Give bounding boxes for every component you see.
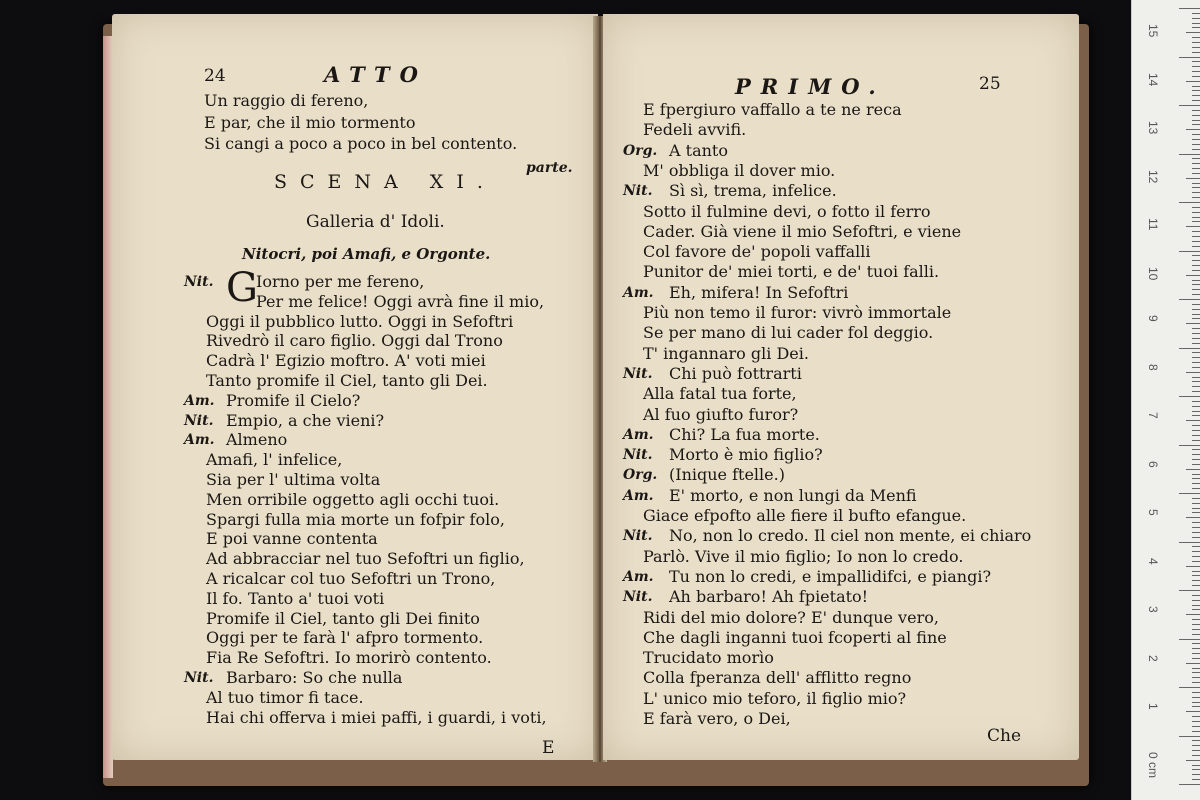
verse-line: Chi può fottrarti (669, 363, 802, 383)
verse-line: Oggi il pubblico lutto. Oggi in Sefoftri (206, 311, 514, 331)
ruler-tick (1192, 512, 1200, 513)
ruler-tick (1186, 469, 1200, 470)
ruler-tick (1192, 231, 1200, 232)
ruler-tick (1192, 183, 1200, 184)
ruler-tick (1192, 527, 1200, 528)
ruler-tick (1192, 71, 1200, 72)
ruler-tick (1192, 571, 1200, 572)
ruler-tick (1192, 120, 1200, 121)
verse-line: Empio, a che vieni? (226, 410, 385, 430)
ruler-tick (1192, 765, 1200, 766)
verse-line: Sì sì, trema, infelice. (669, 181, 837, 201)
speaker-label: Nit. (184, 274, 214, 290)
ruler-label: 15 (1146, 24, 1160, 38)
ruler-tick (1192, 52, 1200, 53)
speaker-label: Am. (623, 568, 654, 585)
ruler-tick (1192, 357, 1200, 358)
ruler-tick (1192, 721, 1200, 722)
verse-line: Promife il Ciel, tanto gli Dei finito (206, 608, 480, 628)
ruler-tick (1192, 158, 1200, 159)
verse-line: Hai chi offerva i miei paffi, i guardi, i voti, (206, 707, 547, 727)
ruler-tick (1186, 226, 1200, 227)
ruler-tick (1192, 47, 1200, 48)
ruler-tick (1192, 740, 1200, 741)
verse-line: Giace efpofto alle fiere il bufto efangue. (643, 506, 967, 525)
drop-capital: G (226, 265, 258, 311)
verse-line: Il fo. Tanto a' tuoi voti (206, 588, 385, 608)
ruler-label: 12 (1146, 169, 1160, 183)
verse-line: E' morto, e non lungi da Menfi (669, 485, 917, 505)
ruler-tick (1192, 289, 1200, 290)
ruler-tick (1192, 76, 1200, 77)
ruler-tick (1192, 726, 1200, 727)
ruler-tick (1192, 498, 1200, 499)
ruler-tick (1179, 8, 1200, 9)
ruler-tick (1192, 236, 1200, 237)
ruler-tick (1192, 207, 1200, 208)
verse-line: Col favore de' popoli vaffalli (643, 242, 871, 262)
verse-line: Chi? La fua morte. (669, 424, 820, 444)
ruler-tick (1192, 333, 1200, 334)
verse-line: Sia per l' ultima volta (206, 470, 381, 489)
ruler-tick (1192, 643, 1200, 644)
ruler-tick (1192, 488, 1200, 489)
verse-line: E fpergiuro vaffallo a te ne reca (643, 100, 902, 119)
ruler-tick (1179, 639, 1200, 640)
speaker-label: Org. (623, 142, 658, 159)
ruler-tick (1192, 658, 1200, 659)
ruler-tick (1186, 32, 1200, 33)
ruler-tick (1192, 411, 1200, 412)
ruler-tick (1192, 260, 1200, 261)
ruler-tick (1192, 95, 1200, 96)
ruler-tick (1192, 648, 1200, 649)
speaker-label: Nit. (623, 365, 653, 382)
verse-line: Parlò. Vive il mio figlio; Io non lo credo. (643, 546, 964, 566)
verse-line: E poi vanne contenta (206, 529, 378, 549)
verse-line: T' ingannaro gli Dei. (643, 343, 809, 363)
ruler-tick (1192, 221, 1200, 222)
speaker-label: Nit. (623, 183, 653, 200)
ruler-tick (1192, 605, 1200, 606)
speaker-label: Nit. (623, 447, 653, 464)
ruler-tick (1179, 348, 1200, 349)
ruler-tick (1192, 265, 1200, 266)
ruler-tick (1192, 440, 1200, 441)
ruler-label: 6 (1146, 460, 1160, 468)
ruler-tick (1192, 197, 1200, 198)
ruler-tick (1192, 595, 1200, 596)
page-number: 24 (204, 66, 226, 86)
ruler-tick (1192, 37, 1200, 38)
ruler-tick (1192, 386, 1200, 387)
ruler-tick (1192, 779, 1200, 780)
ruler-tick (1192, 677, 1200, 678)
verse-line: Ridi del mio dolore? E' dunque vero, (643, 607, 939, 627)
ruler-tick (1179, 105, 1200, 106)
verse-line: Men orribile oggetto agli occhi tuoi. (206, 489, 500, 509)
verse-line: E par, che il mio tormento (204, 113, 416, 132)
ruler-tick (1192, 255, 1200, 256)
ruler-tick (1192, 284, 1200, 285)
ruler-tick (1192, 716, 1200, 717)
verse-line: M' obbliga il dover mio. (643, 160, 836, 180)
ruler-tick (1192, 90, 1200, 91)
ruler-tick (1192, 478, 1200, 479)
verse-line: Al tuo timor fi tace. (206, 687, 364, 707)
ruler-tick (1179, 493, 1200, 494)
ruler-label: 11 (1146, 218, 1160, 231)
ruler-tick (1192, 192, 1200, 193)
ruler-tick (1192, 381, 1200, 382)
ruler-tick (1186, 372, 1200, 373)
ruler-tick (1192, 575, 1200, 576)
speaker-label: Nit. (184, 670, 214, 686)
verse-line: Sotto il fulmine devi, o fotto il ferro (643, 201, 931, 221)
verse-line: Tanto promife il Ciel, tanto gli Dei. (206, 371, 488, 390)
ruler-tick (1192, 352, 1200, 353)
ruler-tick (1192, 503, 1200, 504)
ruler-tick (1192, 362, 1200, 363)
ruler-tick (1192, 377, 1200, 378)
ruler-tick (1192, 483, 1200, 484)
ruler-label: 14 (1146, 72, 1160, 86)
ruler-tick (1192, 270, 1200, 271)
ruler-tick (1192, 629, 1200, 630)
ruler-tick (1192, 750, 1200, 751)
ruler-tick (1186, 517, 1200, 518)
ruler-tick (1186, 760, 1200, 761)
ruler-tick (1192, 546, 1200, 547)
ruler-tick (1192, 187, 1200, 188)
ruler-tick (1192, 110, 1200, 111)
verse-line: A ricalcar col tuo Sefoftri un Trono, (206, 569, 496, 588)
ruler-tick (1192, 144, 1200, 145)
verse-line: Ad abbracciar nel tuo Sefoftri un figlio, (206, 549, 525, 569)
running-head: PRIMO. (735, 74, 886, 99)
ruler-label: 9 (1146, 315, 1160, 322)
ruler-tick (1192, 561, 1200, 562)
ruler-tick (1192, 600, 1200, 601)
speaker-label: Am. (184, 432, 215, 449)
ruler-tick (1192, 391, 1200, 392)
ruler-tick (1192, 212, 1200, 213)
speaker-label: Nit. (184, 412, 214, 429)
ruler-tick (1186, 420, 1200, 421)
verse-line: Eh, mifera! In Sefoftri (669, 282, 849, 302)
ruler-tick (1192, 163, 1200, 164)
ruler-label: 7 (1146, 412, 1160, 419)
ruler-tick (1192, 459, 1200, 460)
ruler-tick (1192, 304, 1200, 305)
ruler-tick (1179, 590, 1200, 591)
verse-line: Si cangi a poco a poco in bel contento. (204, 134, 518, 153)
ruler-label: 2 (1146, 654, 1160, 662)
running-head: ATTO (324, 62, 428, 87)
ruler-tick (1192, 464, 1200, 465)
ruler-tick (1192, 27, 1200, 28)
scene-title: SCENA XI. (274, 171, 496, 193)
ruler-tick (1192, 343, 1200, 344)
speaker-label: Am. (184, 392, 215, 409)
ruler-tick (1192, 115, 1200, 116)
verse-line: Un raggio di fereno, (204, 91, 369, 110)
ruler-label: 10 (1146, 266, 1160, 280)
ruler-label: 0 cm (1146, 751, 1160, 778)
catchword: Che (987, 726, 1022, 746)
ruler-tick (1192, 338, 1200, 339)
ruler-label: 8 (1146, 363, 1160, 371)
ruler-label: 4 (1146, 557, 1160, 565)
ruler-tick (1179, 57, 1200, 58)
ruler-tick (1192, 585, 1200, 586)
ruler-tick (1192, 556, 1200, 557)
ruler-tick (1192, 318, 1200, 319)
ruler-tick (1192, 755, 1200, 756)
verse-line: Per me felice! Oggi avrà fine il mio, (256, 291, 545, 311)
verse-line: Amafi, l' infelice, (206, 450, 343, 470)
verse-line: Più non temo il furor: vivrò immortale (643, 303, 952, 322)
ruler-tick (1192, 435, 1200, 436)
ruler-tick (1192, 23, 1200, 24)
verse-line: Cadrà l' Egizio moftro. A' voti miei (206, 351, 486, 371)
ruler-tick (1192, 551, 1200, 552)
verse-line: Promife il Cielo? (226, 390, 361, 410)
verse-line: Colla fperanza dell' afflitto regno (643, 668, 912, 688)
verse-line: L' unico mio teforo, il figlio mio? (643, 688, 907, 708)
ruler-tick (1192, 314, 1200, 315)
speaker-label: Am. (623, 426, 654, 443)
verse-line: Ah barbaro! Ah fpietato! (669, 587, 869, 607)
left-page (112, 14, 598, 760)
ruler-tick (1192, 124, 1200, 125)
ruler-tick (1192, 449, 1200, 450)
ruler-tick (1192, 134, 1200, 135)
verse-line: Fedeli avvifi. (643, 120, 747, 140)
ruler-tick (1179, 154, 1200, 155)
speaker-label: Nit. (623, 528, 653, 545)
verse-line: No, non lo credo. Il ciel non mente, ei chiaro (669, 526, 1032, 546)
ruler-tick (1192, 415, 1200, 416)
ruler-tick (1192, 537, 1200, 538)
speaker-label: Am. (623, 284, 654, 301)
ruler-tick (1192, 580, 1200, 581)
ruler-tick (1192, 745, 1200, 746)
page-number: 25 (979, 74, 1001, 94)
ruler-tick (1192, 280, 1200, 281)
ruler-tick (1192, 86, 1200, 87)
ruler-tick (1192, 367, 1200, 368)
ruler-tick (1192, 217, 1200, 218)
measuring-ruler (1131, 0, 1200, 800)
ruler-tick (1186, 129, 1200, 130)
ruler-tick (1192, 168, 1200, 169)
ruler-tick (1179, 784, 1200, 785)
ruler-tick (1192, 682, 1200, 683)
ruler-tick (1179, 736, 1200, 737)
ruler-tick (1179, 202, 1200, 203)
ruler-tick (1192, 769, 1200, 770)
ruler-tick (1192, 609, 1200, 610)
ruler-tick (1192, 309, 1200, 310)
ruler-tick (1192, 401, 1200, 402)
ruler-label: 3 (1146, 606, 1160, 613)
ruler-tick (1192, 634, 1200, 635)
ruler-label: 5 (1146, 509, 1160, 516)
ruler-tick (1192, 692, 1200, 693)
ruler-tick (1192, 294, 1200, 295)
verse-line: Almeno (226, 430, 288, 450)
ruler-tick (1179, 251, 1200, 252)
ruler-tick (1192, 406, 1200, 407)
ruler-tick (1192, 430, 1200, 431)
ruler-tick (1192, 731, 1200, 732)
ruler-tick (1186, 711, 1200, 712)
ruler-tick (1186, 614, 1200, 615)
verse-line: A tanto (669, 140, 728, 160)
ruler-tick (1192, 532, 1200, 533)
verse-line: (Inique ftelle.) (669, 465, 785, 485)
ruler-tick (1186, 178, 1200, 179)
ruler-tick (1192, 18, 1200, 19)
verse-line: Tu non lo credi, e impallidifci, e piangi? (669, 566, 992, 586)
ruler-tick (1179, 299, 1200, 300)
verse-line: Che dagli inganni tuoi fcoperti al fine (643, 627, 947, 647)
ruler-tick (1192, 149, 1200, 150)
ruler-tick (1192, 474, 1200, 475)
ruler-label: 1 (1146, 703, 1160, 710)
ruler-tick (1192, 508, 1200, 509)
ruler-tick (1192, 454, 1200, 455)
ruler-tick (1192, 668, 1200, 669)
ruler-tick (1179, 445, 1200, 446)
ruler-tick (1192, 100, 1200, 101)
verse-line: Al fuo giufto furor? (643, 404, 799, 424)
verse-line: Rivedrò il caro figlio. Oggi dal Trono (206, 331, 503, 351)
ruler-tick (1186, 323, 1200, 324)
verse-line: Fia Re Sefoftri. Io morirò contento. (206, 648, 492, 668)
ruler-tick (1192, 774, 1200, 775)
signature-mark: E (542, 738, 555, 758)
ruler-tick (1192, 246, 1200, 247)
ruler-tick (1186, 566, 1200, 567)
scene-characters: Nitocri, poi Amafi, e Orgonte. (242, 245, 491, 263)
ruler-tick (1186, 663, 1200, 664)
scene-setting: Galleria d' Idoli. (306, 212, 445, 232)
verse-line: Oggi per te farà l' afpro tormento. (206, 628, 484, 648)
ruler-tick (1192, 61, 1200, 62)
speaker-label: Org. (623, 467, 658, 484)
verse-line: Morto è mio figlio? (669, 445, 823, 465)
ruler-tick (1192, 13, 1200, 14)
ruler-tick (1186, 275, 1200, 276)
right-page (603, 14, 1079, 760)
ruler-tick (1192, 624, 1200, 625)
verse-line: Cader. Già viene il mio Sefoftri, e viene (643, 221, 962, 241)
ruler-tick (1192, 706, 1200, 707)
ruler-tick (1179, 396, 1200, 397)
ruler-tick (1192, 173, 1200, 174)
ruler-tick (1192, 425, 1200, 426)
ruler-tick (1179, 687, 1200, 688)
verse-line: E farà vero, o Dei, (643, 709, 791, 728)
verse-line: Alla fatal tua forte, (643, 384, 797, 404)
verse-line: Iorno per me fereno, (256, 272, 425, 291)
verse-line: Barbaro: So che nulla (226, 668, 403, 687)
verse-line: Se per mano di lui cader fol deggio. (643, 323, 934, 343)
ruler-tick (1192, 328, 1200, 329)
ruler-tick (1192, 66, 1200, 67)
ruler-tick (1192, 672, 1200, 673)
stage-direction: parte. (526, 160, 573, 176)
speaker-label: Nit. (623, 589, 653, 606)
speaker-label: Am. (623, 487, 654, 504)
verse-line: Punitor de' miei torti, e de' tuoi falli. (643, 262, 940, 282)
verse-line: Trucidato morìo (643, 648, 774, 668)
ruler-tick (1192, 139, 1200, 140)
ruler-tick (1186, 81, 1200, 82)
ruler-tick (1192, 42, 1200, 43)
ruler-tick (1192, 653, 1200, 654)
ruler-tick (1192, 702, 1200, 703)
ruler-tick (1192, 619, 1200, 620)
ruler-tick (1192, 697, 1200, 698)
ruler-tick (1192, 241, 1200, 242)
ruler-tick (1192, 522, 1200, 523)
ruler-tick (1179, 542, 1200, 543)
ruler-label: 13 (1146, 121, 1160, 135)
verse-line: Spargi fulla mia morte un fofpir folo, (206, 509, 505, 529)
